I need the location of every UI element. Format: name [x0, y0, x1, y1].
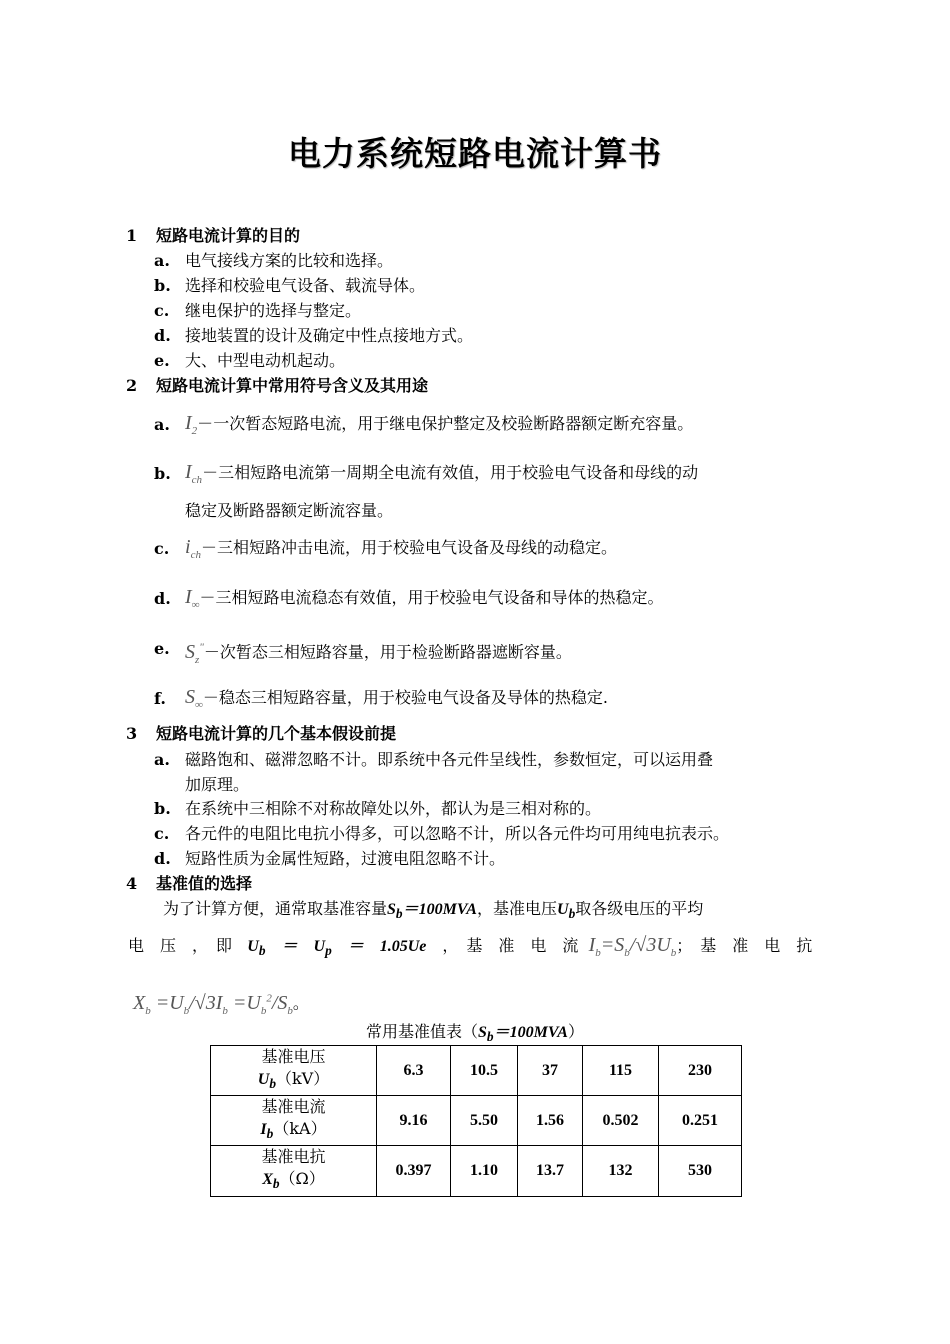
row-header: 基准电压 $U_b(kV)$: [211, 1046, 377, 1096]
list-item-continuation: 加原理。: [185, 775, 250, 794]
list-item: 电气接线方案的比较和选择。: [185, 251, 394, 270]
list-item: 各元件的电阻比电抗小得多，可以忽略不计，所以各元件均可用纯电抗表示。: [185, 824, 730, 843]
symbol: $S_z^"$: [185, 640, 204, 666]
table-row: [211, 1046, 742, 1096]
base-values-table: [210, 1045, 742, 1197]
list-item: 磁路饱和、磁滞忽略不计。即系统中各元件呈线性，参数恒定，可以运用叠: [185, 750, 714, 769]
table-cell: 9.16: [377, 1096, 451, 1146]
table-cell: 0.397: [377, 1146, 451, 1196]
table-row: [211, 1146, 742, 1196]
list-item: 在系统中三相除不对称故障处以外，都认为是三相对称的。: [185, 799, 602, 818]
list-item: 接地装置的设计及确定中性点接地方式。: [185, 326, 474, 345]
table-cell: 230: [659, 1046, 742, 1096]
list-label: c.: [154, 539, 170, 558]
symbol-item-continuation: 稳定及断路器额定断流容量。: [185, 501, 394, 520]
section-number: 4: [126, 874, 138, 893]
list-label: b.: [154, 799, 171, 818]
formula-ib: $I_b=S_b/√3U_b$: [588, 934, 677, 959]
section-3-heading: [126, 723, 396, 745]
list-label: d.: [154, 589, 171, 608]
table-caption: 常用基准值表$(S_b=100MVA)$: [366, 1022, 584, 1045]
table-cell: 115: [583, 1046, 659, 1096]
section-title: 短路电流计算的目的: [156, 226, 301, 245]
symbol-item: $S_z^"-$次暂态三相短路容量，用于检验断路器遮断容量。: [185, 640, 572, 666]
list-label: a.: [154, 415, 170, 434]
paragraph-line-1: 为了计算方便，通常取基准容量$S_b=100MVA$，基准电压$U_b$取各级电压的平均: [163, 899, 704, 922]
symbol-item: $I_\infty-$三相短路电流稳态有效值，用于校验电气设备和导体的热稳定。: [185, 586, 664, 611]
section-1-heading: [126, 225, 300, 247]
list-label: d.: [154, 326, 171, 345]
table-cell: 37: [518, 1046, 583, 1096]
symbol: $I_2$: [185, 412, 198, 437]
table-cell: 13.7: [518, 1146, 583, 1196]
section-2-heading: [126, 375, 428, 397]
paragraph-line-3: $X_b =U_b/√3I_b =U_b^2/S_b$。: [133, 991, 309, 1017]
section-title: 基准值的选择: [156, 874, 253, 893]
paragraph-line-2: 电 压 ， 即 $U_b$ ＝ $U_p$ ＝ 1.05Ue ， 基 准 电 流 $I_b=S_b/√3U_b$； 基 准 电 抗: [128, 934, 813, 959]
table-cell: 10.5: [451, 1046, 518, 1096]
table-cell: 0.251: [659, 1096, 742, 1146]
symbol-item: $I_2-$一次暂态短路电流，用于继电保护整定及校验断路器额定断充容量。: [185, 412, 694, 437]
section-number: 1: [126, 226, 138, 245]
symbol: $I_\infty$: [185, 586, 200, 611]
section-title: 短路电流计算的几个基本假设前提: [156, 724, 397, 743]
table-cell: 1.10: [451, 1146, 518, 1196]
list-label: c.: [154, 824, 170, 843]
table-cell: 5.50: [451, 1096, 518, 1146]
section-title: 短路电流计算中常用符号含义及其用途: [156, 376, 429, 395]
list-label: b.: [154, 464, 171, 483]
symbol-item: $S_\infty-$稳态三相短路容量，用于校验电气设备及导体的热稳定.: [185, 686, 608, 711]
table-cell: 1.56: [518, 1096, 583, 1146]
list-label: a.: [154, 251, 170, 270]
list-item: 大、中型电动机起动。: [185, 351, 346, 370]
list-label: d.: [154, 849, 171, 868]
list-label: b.: [154, 276, 171, 295]
list-label: e.: [154, 639, 170, 658]
list-label: c.: [154, 301, 170, 320]
symbol-item: $I_{ch}-$三相短路电流第一周期全电流有效值，用于校验电气设备和母线的动: [185, 461, 699, 486]
table-cell: 6.3: [377, 1046, 451, 1096]
symbol-item: $i_{ch}-$三相短路冲击电流，用于校验电气设备及母线的动稳定。: [185, 536, 617, 561]
table-cell: 530: [659, 1146, 742, 1196]
formula-xb: $X_b =U_b/√3I_b =U_b^2/S_b$: [133, 991, 293, 1017]
table-cell: 0.502: [583, 1096, 659, 1146]
symbol: $S_\infty$: [185, 686, 203, 711]
symbol: $i_{ch}$: [185, 536, 201, 561]
row-header: 基准电流 $I_b(kA)$: [211, 1096, 377, 1146]
section-number: 3: [126, 724, 138, 743]
document-title: 电力系统短路电流计算书: [288, 134, 662, 173]
list-item: 继电保护的选择与整定。: [185, 301, 362, 320]
section-4-heading: [126, 873, 252, 895]
list-item: 选择和校验电气设备、载流导体。: [185, 276, 426, 295]
table-row: [211, 1096, 742, 1146]
list-label: e.: [154, 351, 170, 370]
list-label: a.: [154, 750, 170, 769]
list-label: f.: [154, 689, 166, 708]
symbol: $I_{ch}$: [185, 461, 203, 486]
list-item: 短路性质为金属性短路，过渡电阻忽略不计。: [185, 849, 506, 868]
table-cell: 132: [583, 1146, 659, 1196]
row-header: 基准电抗 $X_b(\Omega)$: [211, 1146, 377, 1196]
section-number: 2: [126, 376, 138, 395]
